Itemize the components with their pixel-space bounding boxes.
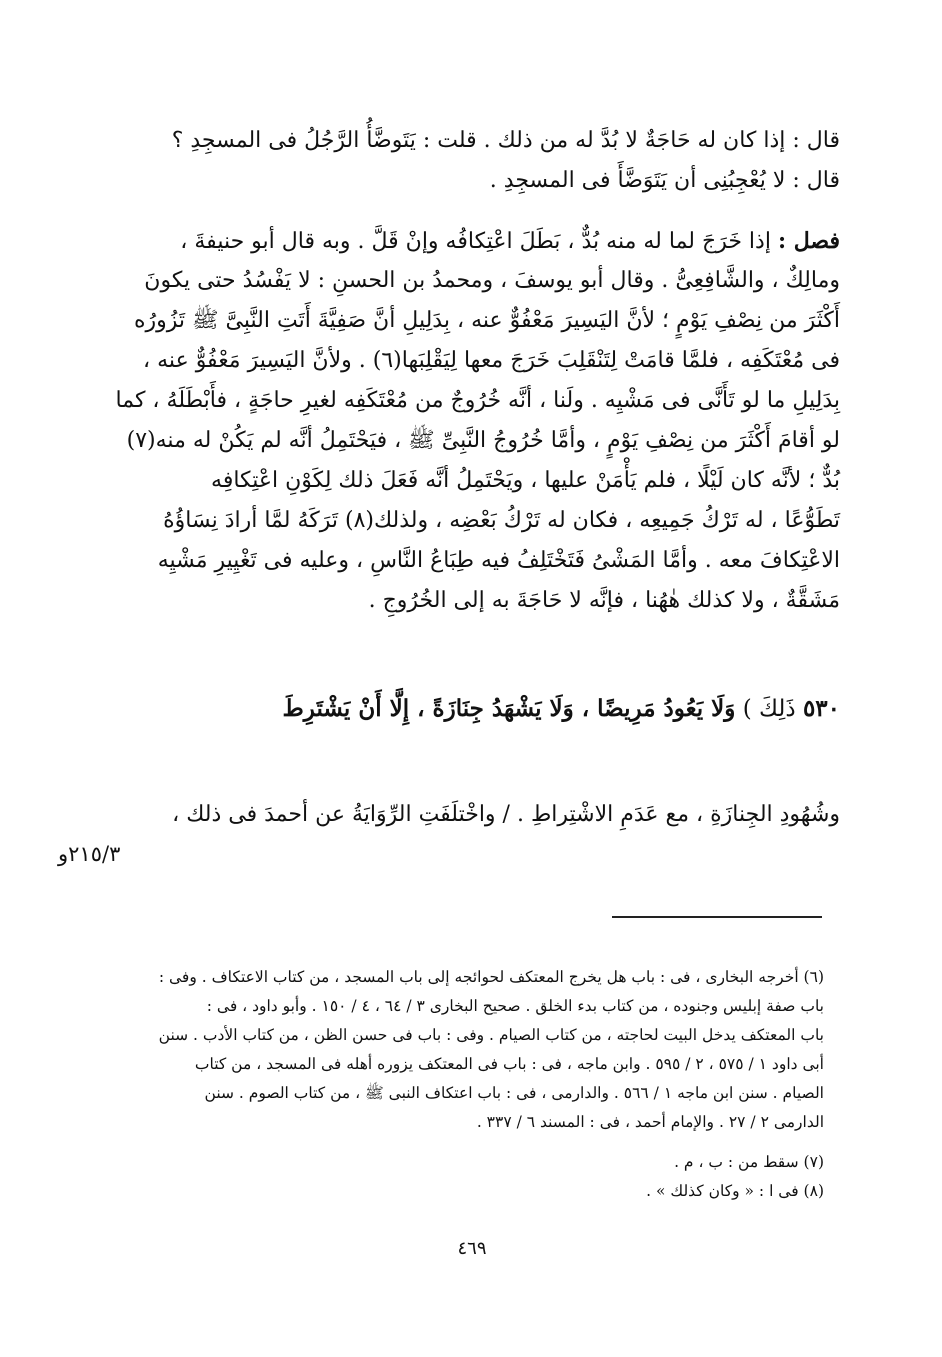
text-run: ذَلِكَ ): [742, 696, 796, 722]
masala-number: ٥٣٠: [802, 695, 840, 722]
text-line: أَكْثَرَ من نِصْفِ يَوْمٍ ؛ لأنَّ اليَسِيرَ مَعْفُوٌّ عنه ، بِدَلِيلِ أنَّ صَفِيَّةَ أَتَتِ النَّبِىَّ ﷺ تَزُورُه: [133, 308, 840, 333]
text-line: مَشَقَّةٌ ، ولا كذلك هٰهُنا ، فإنَّه لا حَاجَةَ به إلى الخُرُوجِ .: [368, 588, 840, 613]
text-line: وشُهُودِ الجِنازَةِ ، مع عَدَمِ الاشْتِراطِ . / واخْتلَفَتِ الرِّوَايَةُ عن أحمدَ فى ذلك ،: [172, 802, 840, 827]
footnote-divider: [612, 916, 822, 918]
text-line: تَطَوُّعًا ، له تَرْكُ جَمِيعِه ، فكان له تَرْكُ بَعْضِه ، ولذلك(٨) تَرَكَهُ لمَّا أرادَ نِسَاؤُهُ: [163, 508, 840, 533]
text-line: قال : لا يُعْجِبُنِى أن يَتَوَضَّأَ فى المسجِدِ .: [489, 168, 840, 193]
text-line: لو أقامَ أَكْثَرَ من نِصْفِ يَوْمٍ ، وأمَّا خُرُوجُ النَّبِىِّ ﷺ ، فيَحْتَمِلُ أنَّه لم يَكُنْ له منه(٧): [126, 428, 840, 453]
footnote-line: أبى داود ١ / ٥٧٥ ، ٢ / ٥٩٥ . وابن ماجه ، فى : باب فى المعتكف يزوره أهله فى المسجد ، من كتاب: [194, 1055, 824, 1073]
text-run: إذا خَرَجَ لما له منه بُدٌّ ، بَطَلَ اعْتِكافُه وإنْ قَلَّ . وبه قال أبو حنيفةَ ،: [180, 229, 771, 254]
text-line: بُدٌّ ؛ لأنَّه كان لَيْلًا ، فلم يَأْمَنْ عليها ، ويَحْتَمِلُ أنَّه فَعَلَ ذلك لِكَوْنِ اعْتِكافِه: [211, 468, 840, 493]
footnote-line: باب المعتكف يدخل البيت لحاجته ، من كتاب الصيام . وفى : باب فى حسن الظن ، من كتاب الأدب . سنن: [158, 1026, 824, 1044]
margin-reference: ٢١٥/٣و: [58, 842, 121, 866]
footnote-line: (٦) أخرجه البخارى ، فى : باب هل يخرج المعتكف لحوائجه إلى باب المسجد ، من كتاب الاعتكاف . وفى :: [158, 968, 824, 986]
section-label: فصل :: [777, 228, 840, 254]
masala-heading: [150, 694, 840, 724]
text-line: الاعْتِكافَ معه . وأمَّا المَشْىُ فَتَخْتَلِفُ فيه طِبَاعُ النَّاسِ ، وعليه فى تَغْيِيرِ مَشْيِه: [157, 548, 840, 573]
text-line: [150, 226, 840, 257]
footnote-line: الصيام . سنن ابن ماجه ١ / ٥٦٦ . والدارمى ، فى : باب اعتكاف النبى ﷺ ، من كتاب الصوم . سنن: [204, 1084, 824, 1102]
text-line: بِدَلِيلِ ما لو تَأَنَّى فى مَشْيِه . ولَنا ، أنَّه خُرُوجٌ من مُعْتَكَفِه لغيرِ حاجَةٍ ، فأَبْطَلَهُ ، كما: [115, 388, 840, 413]
text-line: فى مُعْتَكَفِه ، فلمَّا قامَتْ لِتَنْقَلِبَ خَرَجَ معها لِيَقْلِبَها(٦) . ولأنَّ اليَسِيرَ مَعْفُوٌّ عنه ،: [143, 348, 840, 373]
text-line: ومالِكٌ ، والشَّافِعِىُّ . وقال أبو يوسفَ ، ومحمدُ بن الحسنِ : لا يَفْسُدُ حتى يكونَ: [144, 268, 840, 293]
footnote-line: (٨) فى ا : « وكان كذلك » .: [646, 1182, 824, 1200]
page-number: ٤٦٩: [457, 1238, 487, 1259]
text-line: قال : إذا كان له حَاجَةٌ لا بُدَّ له من ذلك . قلت : يَتَوضَّأُ الرَّجُلُ فى المسجِدِ ؟: [171, 128, 840, 153]
footnote-line: باب صفة إبليس وجنوده ، من كتاب بدء الخلق . صحيح البخارى ٣ / ٦٤ ، ٤ / ١٥٠ . وأبو داود ، فى :: [206, 997, 824, 1015]
footnote-line: (٧) سقط من : ب ، م .: [674, 1153, 824, 1171]
footnote-line: الدارمى ٢ / ٢٧ . والإمام أحمد ، فى : المسند ٦ / ٣٣٧ .: [476, 1113, 824, 1131]
masala-text: وَلَا يَعُودُ مَرِيضًا ، وَلَا يَشْهَدُ جِنَازَةً ، إِلَّا أَنْ يَشْتَرِطَ: [282, 695, 736, 722]
